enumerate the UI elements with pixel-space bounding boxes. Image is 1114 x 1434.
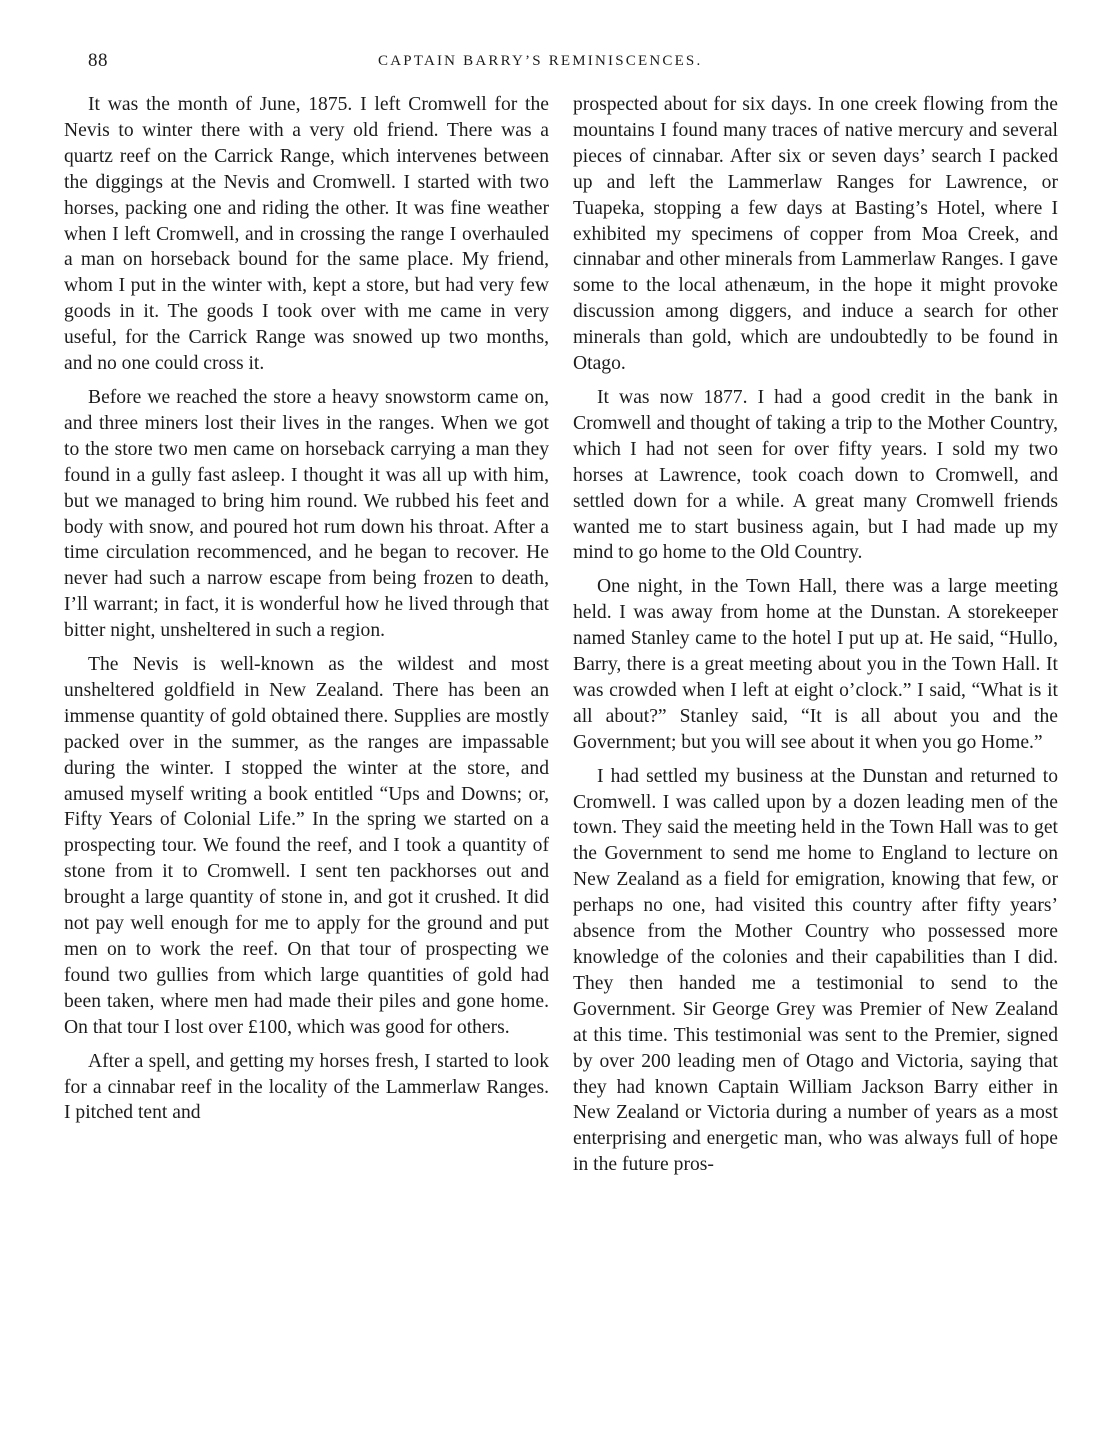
- paragraph: I had settled my business at the Dunstan and returned to Cromwell. I was called upon by a dozen leading men of the town. They said the meeting held in the Town Hall was to get the Government to send me home to England to lecture on New Zealand as a field for emigration, knowing that few, or perhaps no one, had visited this country after fifty years’ absence from the Mother Country who possessed more knowledge of the colonies and their capabilities than I did. They then handed me a testimonial to send to the Government. Sir George Grey was Premier of New Zealand at this time. This testimonial was sent to the Premier, signed by over 200 leading men of Otago and Victoria, saying that they had known Captain William Jackson Barry either in New Zealand or Victoria during a number of years as a most enterprising and energetic man, who was always full of hope in the future pros-: [573, 765, 1058, 1176]
- running-head: CAPTAIN BARRY’S REMINISCENCES.: [378, 53, 703, 69]
- paragraph: It was the month of June, 1875. I left Cromwell for the Nevis to winter there with a very old friend. There was a quartz reef on the Carrick Range, which intervenes between the diggings at the Nevis and Cromwell. I started with two horses, packing one and riding the other. It was fine weather when I left Cromwell, and in crossing the range I overhauled a man on horseback bound for the same place. My friend, whom I put in the winter with, kept a store, but had very few goods in it. The goods I took over with me came in very useful, for the Carrick Range was snowed up two months, and no one could cross it.: [64, 94, 549, 375]
- paragraph: It was now 1877. I had a good credit in the bank in Cromwell and thought of taking a trip to the Mother Country, which I had not seen for over fifty years. I sold my two horses at Lawrence, took coach down to Cromwell, and settled down for a while. A great many Cromwell friends wanted me to start business again, but I had made up my mind to go home to the Old Country.: [573, 386, 1058, 564]
- paragraph: Before we reached the store a heavy snowstorm came on, and three miners lost their lives in the ranges. When we got to the store two men came on horseback carrying a man they found in a gully fast asleep. I thought it was all up with him, but we managed to bring him round. We rubbed his feet and body with snow, and poured hot rum down his throat. After a time circulation recommenced, and he began to recover. He never had such a narrow escape from being frozen to death, I’ll warrant; in fact, it is wonderful how he lived through that bitter night, unsheltered in such a region.: [64, 386, 549, 642]
- paragraph: After a spell, and getting my horses fresh, I started to look for a cinnabar reef in the locality of the Lammerlaw Ranges. I pitched tent and: [64, 1050, 549, 1124]
- paragraph: One night, in the Town Hall, there was a large meeting held. I was away from home at the Dunstan. A storekeeper named Stanley came to the hotel I put up at. He said, “Hullo, Barry, there is a great meeting about you in the Town Hall. It was crowded when I left at eight o’clock.” I said, “What is it all about?” Stanley said, “It is all about you and the Government; but you will see about it when you go Home.”: [573, 576, 1058, 753]
- left-column: [64, 92, 549, 1134]
- right-column: [573, 92, 1058, 1186]
- paragraph: The Nevis is well-known as the wildest and most unsheltered goldfield in New Zealand. There has been an immense quantity of gold obtained there. Supplies are mostly packed over in the summer, as the ranges are impassable during the winter. I stopped the winter at the store, and amused myself writing a book entitled “Ups and Downs; or, Fifty Years of Colonial Life.” In the spring we started on a prospecting tour. We found the reef, and I took a quantity of stone from it to Cromwell. I sent ten packhorses out and brought a large quantity of stone in, and got it crushed. It did not pay well enough for me to apply for the ground and put men on to work the reef. On that tour of prospecting we found two gullies from which large quantities of gold had been taken, where men had made their piles and gone home. On that tour I lost over £100, which was good for others.: [64, 654, 549, 1038]
- continued-paragraph: prospected about for six days. In one creek flowing from the mountains I found many traces of native mercury and several pieces of cinnabar. After six or seven days’ search I packed up and left the Lammerlaw Ranges for Lawrence, or Tuapeka, stopping a few days at Basting’s Hotel, where I exhibited my specimens of copper from Moa Creek, and cinnabar and other minerals from Lammerlaw Ranges. I gave some to the local athenæum, in the hope it might provoke discussion among diggers, and induce a search for other minerals than gold, which are undoubtedly to be found in Otago.: [573, 94, 1058, 375]
- page-number: 88: [88, 50, 108, 71]
